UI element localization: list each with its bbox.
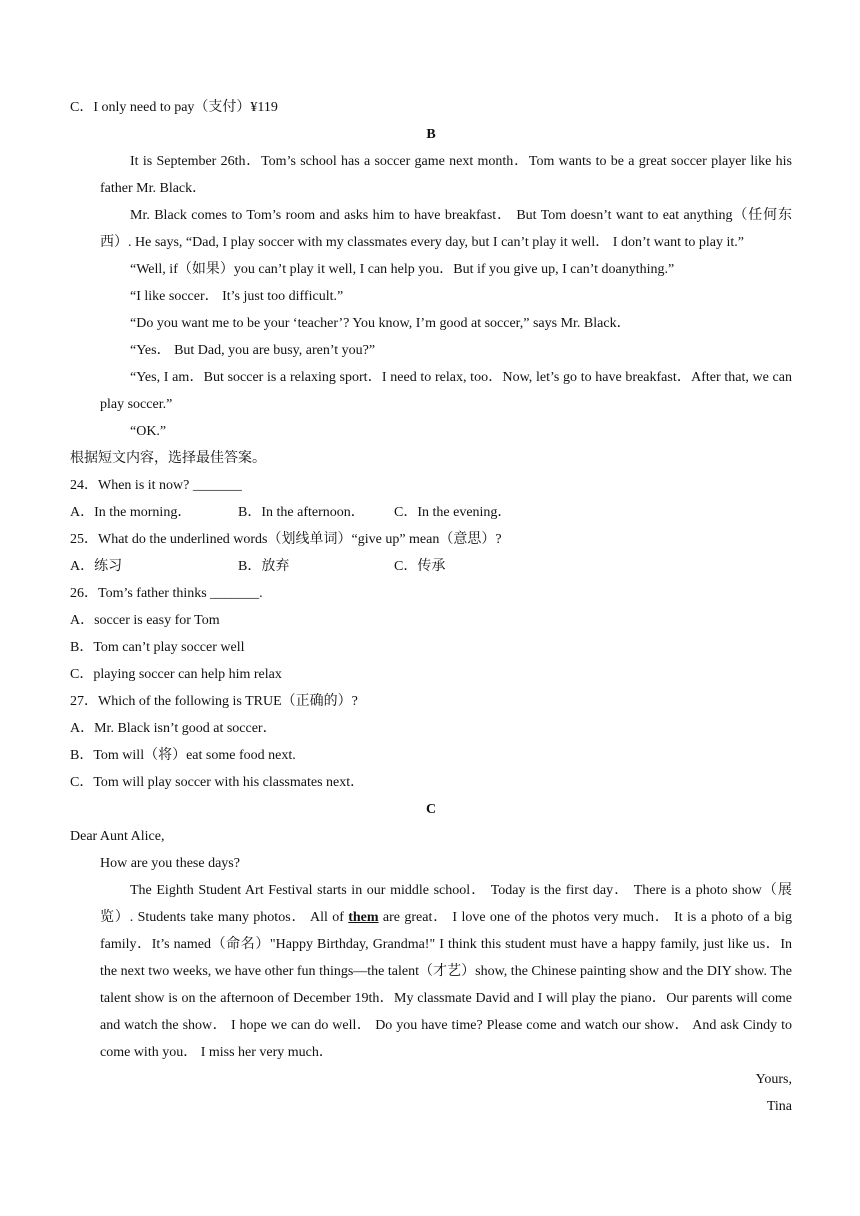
option-c: C．playing soccer can help him relax bbox=[70, 667, 282, 682]
option-b: B．放弃 bbox=[238, 559, 290, 574]
underlined-word: them bbox=[348, 910, 379, 925]
letter-opening: How are you these days? bbox=[100, 856, 240, 871]
section-b-paragraph: “Do you want me to be your ‘teacher’? You know, I’m good at soccer,” says Mr. Black． bbox=[130, 316, 631, 331]
section-b-paragraph: “Yes． But Dad, you are busy, aren’t you?” bbox=[130, 343, 376, 358]
letter-signature: Tina bbox=[766, 1099, 792, 1114]
section-b-paragraph: “Well, if（如果）you can’t play it well, I can help you．But if you give up, I can’t doanything.” bbox=[130, 262, 675, 277]
section-a-option-c: C．I only need to pay（支付）¥119 bbox=[70, 100, 278, 115]
option-a: A．练习 bbox=[70, 559, 123, 574]
section-c-heading: C bbox=[425, 802, 437, 817]
option-b: B．Tom can’t play soccer well bbox=[70, 640, 245, 655]
letter-body-text: The Eighth Student Art Festival starts in our middle school． Today is the first day． There is a photo show（展览）. Students take many photos． All of bbox=[100, 883, 792, 925]
question-27: 27．Which of the following is TRUE（正确的）? bbox=[70, 694, 358, 709]
section-b-paragraph: Mr. Black comes to Tom’s room and asks him to have breakfast． But Tom doesn’t want to eat anything（任何东西）. He says, “Dad, I play soccer with my classmates every day, but I can’t play it well． I don’t want to play it.” bbox=[100, 208, 792, 250]
option-b: B．Tom will（将）eat some food next. bbox=[70, 748, 296, 763]
question-24: 24．When is it now? _______ bbox=[70, 478, 242, 493]
question-26: 26．Tom’s father thinks _______. bbox=[70, 586, 263, 601]
letter-body-text: are great． I love one of the photos very much． It is a photo of a big family．It’s named（命名）"Happy Birthday, Grandma!" I think this student must have a happy family, just like us．In the next two weeks, we have other fun things—the talent（才艺）show, the Chinese painting show and the DIY show. The talent show is on the afternoon of December 19th．My classmate David and I will play the piano．Our parents will come and watch the show． I hope we can do well． Do you have time? Please come and watch our show． And ask Cindy to come with you． I miss her very much． bbox=[100, 910, 793, 1060]
option-a: A．In the morning． bbox=[70, 505, 192, 520]
section-b-paragraph: “I like soccer． It’s just too difficult.” bbox=[130, 289, 344, 304]
option-a: A．Mr. Black isn’t good at soccer． bbox=[70, 721, 277, 736]
instruction: 根据短文内容，选择最佳答案。 bbox=[70, 451, 266, 466]
section-b-paragraph: “OK.” bbox=[130, 424, 167, 439]
option-c: C．传承 bbox=[394, 559, 446, 574]
question-24-options bbox=[70, 499, 792, 526]
section-b-heading: B bbox=[426, 127, 436, 142]
question-25: 25．What do the underlined words（划线单词）“give up” mean（意思）? bbox=[70, 532, 502, 547]
option-b: B．In the afternoon． bbox=[238, 505, 365, 520]
section-b-paragraph: It is September 26th．Tom’s school has a soccer game next month．Tom wants to be a great soccer player like his father Mr. Black． bbox=[100, 154, 792, 196]
question-25-options bbox=[70, 553, 792, 580]
letter-greeting: Dear Aunt Alice, bbox=[70, 829, 165, 844]
option-a: A．soccer is easy for Tom bbox=[70, 613, 220, 628]
section-b-paragraph: “Yes, I am．But soccer is a relaxing sport．I need to relax, too．Now, let’s go to have breakfast．After that, we can play soccer.” bbox=[100, 370, 792, 412]
option-c: C．Tom will play soccer with his classmates next． bbox=[70, 775, 365, 790]
option-c: C．In the evening． bbox=[394, 505, 512, 520]
worksheet-page bbox=[70, 94, 792, 1120]
letter-closing: Yours, bbox=[755, 1072, 792, 1087]
letter-body bbox=[70, 877, 792, 1066]
